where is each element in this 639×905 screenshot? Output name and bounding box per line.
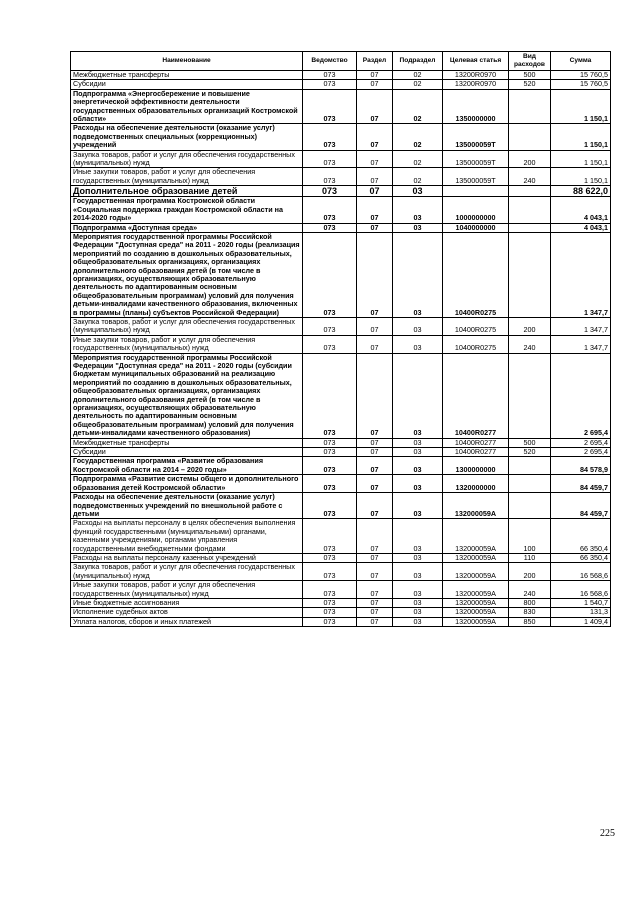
- cell-section: 07: [357, 223, 393, 232]
- cell-target: 132000059А: [443, 493, 509, 519]
- cell-department: 073: [303, 475, 357, 493]
- cell-name: Закупка товаров, работ и услуг для обеспечения государственных (муниципальных) нужд: [71, 150, 303, 168]
- cell-subsection: 03: [393, 608, 443, 617]
- cell-name: Расходы на обеспечение деятельности (оказание услуг) подведомственных специальных (коррекционных) учреждений: [71, 124, 303, 150]
- table-row: [71, 493, 611, 519]
- cell-expense-type: 240: [509, 335, 551, 353]
- cell-amount: 1 409,4: [551, 617, 611, 626]
- cell-subsection: 03: [393, 448, 443, 457]
- cell-expense-type: 830: [509, 608, 551, 617]
- cell-amount: 88 622,0: [551, 186, 611, 197]
- cell-name: Государственная программа Костромской области «Социальная поддержка граждан Костромской области на 2014-2020 годы»: [71, 197, 303, 223]
- cell-target: 10400R0275: [443, 317, 509, 335]
- cell-section: 07: [357, 335, 393, 353]
- cell-name: Уплата налогов, сборов и иных платежей: [71, 617, 303, 626]
- header-section: Раздел: [357, 52, 393, 71]
- cell-name: Расходы на выплаты персоналу казенных учреждений: [71, 553, 303, 562]
- cell-target: 1040000000: [443, 223, 509, 232]
- cell-amount: 1 150,1: [551, 150, 611, 168]
- cell-subsection: 02: [393, 71, 443, 80]
- table-row: [71, 475, 611, 493]
- cell-department: 073: [303, 493, 357, 519]
- cell-name: Подпрограмма «Энергосбережение и повышение энергетической эффективности деятельности государственных образовательных организаций Костромской области»: [71, 89, 303, 124]
- cell-target: 10400R0275: [443, 232, 509, 317]
- cell-target: 1320000000: [443, 475, 509, 493]
- cell-expense-type: 240: [509, 168, 551, 186]
- cell-amount: 15 760,5: [551, 71, 611, 80]
- cell-department: 073: [303, 617, 357, 626]
- cell-department: 073: [303, 563, 357, 581]
- cell-department: 073: [303, 223, 357, 232]
- cell-subsection: 03: [393, 317, 443, 335]
- cell-amount: 16 568,6: [551, 581, 611, 599]
- cell-section: 07: [357, 617, 393, 626]
- cell-amount: 2 695,4: [551, 448, 611, 457]
- cell-subsection: 02: [393, 80, 443, 89]
- cell-section: 07: [357, 80, 393, 89]
- cell-amount: 84 459,7: [551, 493, 611, 519]
- cell-amount: 1 150,1: [551, 89, 611, 124]
- cell-name: Иные закупки товаров, работ и услуг для обеспечения государственных (муниципальных) нужд: [71, 581, 303, 599]
- cell-subsection: 02: [393, 124, 443, 150]
- cell-department: 073: [303, 457, 357, 475]
- cell-expense-type: [509, 457, 551, 475]
- header-department: Ведомство: [303, 52, 357, 71]
- cell-department: 073: [303, 124, 357, 150]
- cell-expense-type: [509, 493, 551, 519]
- cell-department: 073: [303, 317, 357, 335]
- cell-section: 07: [357, 457, 393, 475]
- cell-target: 10400R0277: [443, 448, 509, 457]
- cell-section: 07: [357, 438, 393, 447]
- cell-amount: 2 695,4: [551, 438, 611, 447]
- cell-department: 073: [303, 186, 357, 197]
- cell-name: Расходы на обеспечение деятельности (оказание услуг) подведомственных учреждений по внешкольной работе с детьми: [71, 493, 303, 519]
- table-row: [71, 80, 611, 89]
- table-row: [71, 598, 611, 607]
- cell-subsection: 03: [393, 232, 443, 317]
- cell-section: 07: [357, 186, 393, 197]
- page-number: 225: [600, 828, 615, 839]
- table-row: [71, 168, 611, 186]
- cell-amount: 2 695,4: [551, 353, 611, 438]
- header-subsection: Подраздел: [393, 52, 443, 71]
- cell-target: 132000059А: [443, 519, 509, 554]
- cell-section: 07: [357, 197, 393, 223]
- cell-name: Иные бюджетные ассигнования: [71, 598, 303, 607]
- cell-section: 07: [357, 608, 393, 617]
- cell-department: 073: [303, 89, 357, 124]
- cell-subsection: 03: [393, 519, 443, 554]
- cell-subsection: 03: [393, 598, 443, 607]
- cell-expense-type: 200: [509, 150, 551, 168]
- table-row: [71, 186, 611, 197]
- cell-target: 132000059А: [443, 598, 509, 607]
- cell-subsection: 03: [393, 186, 443, 197]
- cell-name: Мероприятия государственной программы Российской Федерации "Доступная среда" на 2011 - 2020 годы (субсидии бюджетам муниципальных образований на реализацию мероприятий по созданию в дошкольных образовательных, общеобразовательных организациях, организациях дополнительного образования детей (в том числе в организациях, осуществляющих образовательную деятельность по адаптированным основным общеобразовательным программам) условий для получения детьми-инвалидами качественного образования): [71, 353, 303, 438]
- cell-department: 073: [303, 150, 357, 168]
- cell-department: 073: [303, 353, 357, 438]
- cell-subsection: 02: [393, 150, 443, 168]
- table-row: [71, 232, 611, 317]
- header-amount: Сумма: [551, 52, 611, 71]
- cell-expense-type: [509, 475, 551, 493]
- table-row: [71, 335, 611, 353]
- cell-subsection: 03: [393, 553, 443, 562]
- cell-target: 135000059Т: [443, 150, 509, 168]
- cell-section: 07: [357, 493, 393, 519]
- cell-target: 10400R0275: [443, 335, 509, 353]
- cell-subsection: 03: [393, 475, 443, 493]
- cell-target: 132000059А: [443, 563, 509, 581]
- cell-name: Расходы на выплаты персоналу в целях обеспечения выполнения функций государственными (муниципальными) органами, казенными учреждениями, органами управления государственными внебюджетными фондами: [71, 519, 303, 554]
- cell-amount: 1 347,7: [551, 335, 611, 353]
- cell-subsection: 03: [393, 581, 443, 599]
- cell-target: 132000059А: [443, 608, 509, 617]
- cell-expense-type: 100: [509, 519, 551, 554]
- header-name: Наименование: [71, 52, 303, 71]
- table-row: [71, 353, 611, 438]
- cell-expense-type: 200: [509, 563, 551, 581]
- cell-subsection: 03: [393, 617, 443, 626]
- cell-section: 07: [357, 581, 393, 599]
- cell-section: 07: [357, 563, 393, 581]
- cell-target: 13200R0970: [443, 80, 509, 89]
- table-row: [71, 317, 611, 335]
- cell-expense-type: 500: [509, 438, 551, 447]
- cell-department: 073: [303, 598, 357, 607]
- cell-name: Иные закупки товаров, работ и услуг для обеспечения государственных (муниципальных) нужд: [71, 168, 303, 186]
- table-row: [71, 448, 611, 457]
- cell-department: 073: [303, 80, 357, 89]
- cell-expense-type: [509, 186, 551, 197]
- cell-name: Исполнение судебных актов: [71, 608, 303, 617]
- cell-name: Межбюджетные трансферты: [71, 71, 303, 80]
- cell-section: 07: [357, 519, 393, 554]
- cell-subsection: 03: [393, 197, 443, 223]
- cell-expense-type: 520: [509, 80, 551, 89]
- cell-expense-type: 850: [509, 617, 551, 626]
- cell-subsection: 03: [393, 493, 443, 519]
- cell-section: 07: [357, 448, 393, 457]
- table-row: [71, 150, 611, 168]
- cell-department: 073: [303, 553, 357, 562]
- cell-target: 132000059А: [443, 581, 509, 599]
- cell-department: 073: [303, 197, 357, 223]
- cell-amount: 131,3: [551, 608, 611, 617]
- cell-department: 073: [303, 581, 357, 599]
- cell-amount: 15 760,5: [551, 80, 611, 89]
- cell-subsection: 02: [393, 168, 443, 186]
- header-expense-type: Вид расходов: [509, 52, 551, 71]
- cell-department: 073: [303, 519, 357, 554]
- cell-section: 07: [357, 124, 393, 150]
- cell-expense-type: [509, 353, 551, 438]
- cell-expense-type: 110: [509, 553, 551, 562]
- cell-name: Закупка товаров, работ и услуг для обеспечения государственных (муниципальных) нужд: [71, 317, 303, 335]
- table-header-row: [71, 52, 611, 71]
- cell-name: Субсидии: [71, 80, 303, 89]
- table-row: [71, 223, 611, 232]
- cell-department: 073: [303, 71, 357, 80]
- cell-department: 073: [303, 438, 357, 447]
- cell-name: Закупка товаров, работ и услуг для обеспечения государственных (муниципальных) нужд: [71, 563, 303, 581]
- cell-department: 073: [303, 335, 357, 353]
- cell-section: 07: [357, 475, 393, 493]
- cell-amount: 1 347,7: [551, 317, 611, 335]
- cell-target: [443, 186, 509, 197]
- cell-section: 07: [357, 168, 393, 186]
- cell-section: 07: [357, 89, 393, 124]
- cell-name: Иные закупки товаров, работ и услуг для обеспечения государственных (муниципальных) нужд: [71, 335, 303, 353]
- cell-name: Мероприятия государственной программы Российской Федерации "Доступная среда" на 2011 - 2020 годы (реализация мероприятий по созданию в дошкольных образовательных, общеобразовательных организациях, организациях дополнительного образования детей (в том числе в организациях, осуществляющих образовательную деятельность по адаптированным основным общеобразовательным программам) условий для получения детьми-инвалидами качественного образования, включенных в программы (планы) субъектов Российской Федерации): [71, 232, 303, 317]
- cell-name: Субсидии: [71, 448, 303, 457]
- cell-subsection: 03: [393, 223, 443, 232]
- cell-subsection: 03: [393, 335, 443, 353]
- table-body: [71, 71, 611, 627]
- cell-section: 07: [357, 71, 393, 80]
- cell-target: 10400R0277: [443, 353, 509, 438]
- cell-amount: 66 350,4: [551, 519, 611, 554]
- cell-subsection: 03: [393, 563, 443, 581]
- cell-amount: 1 150,1: [551, 124, 611, 150]
- cell-expense-type: 520: [509, 448, 551, 457]
- cell-amount: 1 540,7: [551, 598, 611, 607]
- cell-target: 132000059А: [443, 553, 509, 562]
- cell-target: 132000059А: [443, 617, 509, 626]
- cell-name: Подпрограмма «Развитие системы общего и дополнительного образования детей Костромской области»: [71, 475, 303, 493]
- cell-section: 07: [357, 553, 393, 562]
- cell-expense-type: [509, 89, 551, 124]
- table-row: [71, 438, 611, 447]
- cell-section: 07: [357, 232, 393, 317]
- cell-section: 07: [357, 317, 393, 335]
- table-row: [71, 71, 611, 80]
- cell-name: Подпрограмма «Доступная среда»: [71, 223, 303, 232]
- table-row: [71, 553, 611, 562]
- cell-section: 07: [357, 353, 393, 438]
- cell-department: 073: [303, 608, 357, 617]
- header-target: Целевая статья: [443, 52, 509, 71]
- cell-amount: 1 347,7: [551, 232, 611, 317]
- cell-subsection: 03: [393, 457, 443, 475]
- cell-amount: 66 350,4: [551, 553, 611, 562]
- cell-target: 1350000000: [443, 89, 509, 124]
- cell-amount: 16 568,6: [551, 563, 611, 581]
- cell-target: 13200R0970: [443, 71, 509, 80]
- cell-department: 073: [303, 168, 357, 186]
- cell-expense-type: 200: [509, 317, 551, 335]
- cell-target: 1300000000: [443, 457, 509, 475]
- cell-expense-type: [509, 223, 551, 232]
- table-row: [71, 617, 611, 626]
- cell-name: Дополнительное образование детей: [71, 186, 303, 197]
- cell-amount: 4 043,1: [551, 197, 611, 223]
- cell-subsection: 03: [393, 353, 443, 438]
- table-row: [71, 563, 611, 581]
- cell-expense-type: [509, 232, 551, 317]
- cell-subsection: 02: [393, 89, 443, 124]
- cell-target: 1000000000: [443, 197, 509, 223]
- table-row: [71, 608, 611, 617]
- cell-expense-type: [509, 197, 551, 223]
- cell-expense-type: [509, 124, 551, 150]
- table-row: [71, 457, 611, 475]
- cell-amount: 84 459,7: [551, 475, 611, 493]
- cell-department: 073: [303, 232, 357, 317]
- cell-section: 07: [357, 150, 393, 168]
- cell-section: 07: [357, 598, 393, 607]
- cell-target: 10400R0277: [443, 438, 509, 447]
- cell-target: 135000059Т: [443, 168, 509, 186]
- cell-name: Межбюджетные трансферты: [71, 438, 303, 447]
- cell-target: 135000059Т: [443, 124, 509, 150]
- cell-department: 073: [303, 448, 357, 457]
- cell-amount: 4 043,1: [551, 223, 611, 232]
- table-row: [71, 581, 611, 599]
- cell-amount: 84 578,9: [551, 457, 611, 475]
- budget-table: [70, 51, 611, 627]
- cell-expense-type: 800: [509, 598, 551, 607]
- cell-expense-type: 500: [509, 71, 551, 80]
- table-row: [71, 519, 611, 554]
- cell-subsection: 03: [393, 438, 443, 447]
- cell-expense-type: 240: [509, 581, 551, 599]
- table-row: [71, 89, 611, 124]
- cell-name: Государственная программа «Развитие образования Костромской области на 2014 – 2020 годы»: [71, 457, 303, 475]
- cell-amount: 1 150,1: [551, 168, 611, 186]
- table-row: [71, 124, 611, 150]
- table-row: [71, 197, 611, 223]
